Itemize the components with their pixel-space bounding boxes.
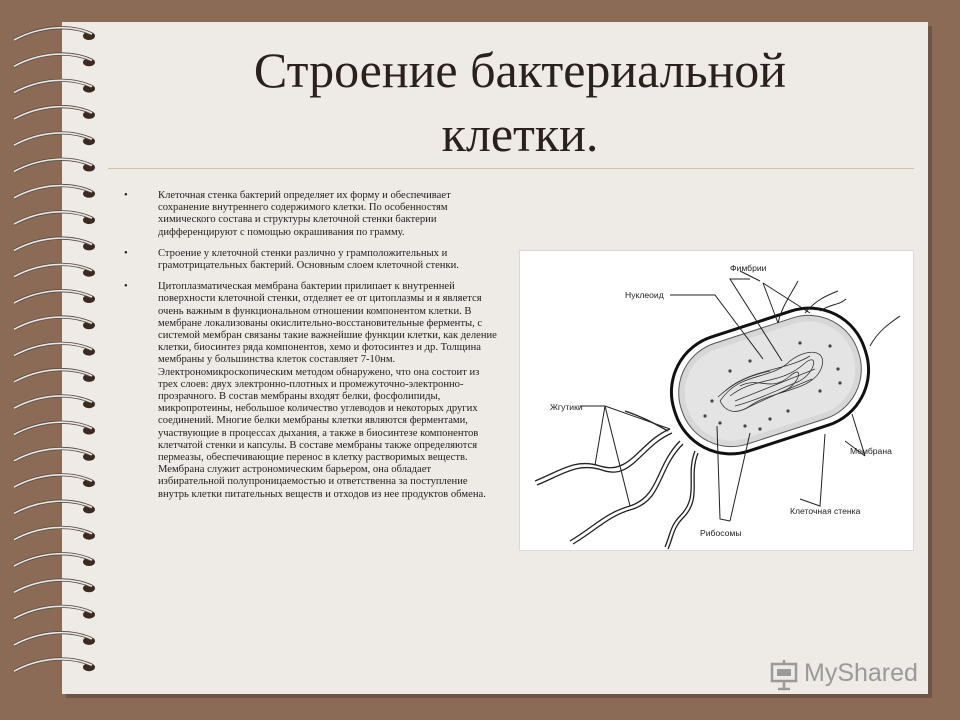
title-divider	[108, 168, 914, 169]
spiral-ring	[14, 291, 95, 303]
spiral-ring	[14, 527, 95, 539]
spiral-ring	[14, 212, 95, 224]
spiral-ring	[14, 633, 95, 645]
bullet-list	[124, 190, 500, 510]
slide-title	[120, 38, 920, 166]
spiral-ring	[14, 107, 95, 119]
spiral-ring	[14, 80, 95, 92]
label-ribosomes: Рибосомы	[700, 528, 742, 538]
spiral-ring	[14, 54, 95, 66]
flagella-drawing	[535, 411, 698, 549]
title-line-1: Строение бактериальной	[253, 42, 787, 98]
presentation-board-icon	[768, 658, 802, 692]
spiral-ring	[14, 28, 95, 40]
spiral-ring	[14, 396, 95, 408]
spiral-ring	[14, 606, 95, 618]
spiral-ring	[14, 422, 95, 434]
label-cell-wall: Клеточная стенка	[790, 506, 861, 516]
bullet-text: Клеточная стенка бактерий определяет их форму и обеспечивает сохранение внутреннего содержимого клетки. По особенностям химического состава и структуры клеточной стенки бактерии дифференцируют с помощью окрашивания по грамму.	[158, 190, 451, 238]
bullet-dot: •	[124, 247, 128, 259]
spiral-ring	[14, 238, 95, 250]
spiral-ring	[14, 449, 95, 461]
label-fimbriae: Фимбрии	[730, 263, 767, 273]
bullet-text: Строение у клеточной стенки различно у грамположительных и грамотрицательных бактерий. Основным слоем клеточной стенки.	[158, 247, 459, 272]
spiral-ring	[14, 159, 95, 171]
label-membrane: Мембрана	[850, 446, 892, 456]
spiral-ring	[14, 343, 95, 355]
watermark	[766, 656, 926, 692]
spiral-ring	[14, 501, 95, 513]
cell-body	[656, 293, 883, 469]
bullet-item	[124, 281, 500, 501]
spiral-ring	[14, 475, 95, 487]
spiral-ring	[14, 317, 95, 329]
spiral-ring	[14, 133, 95, 145]
spiral-ring	[14, 264, 95, 276]
bullet-item	[124, 190, 500, 239]
bullet-dot: •	[124, 190, 128, 201]
spiral-ring	[14, 186, 95, 198]
bacterial-cell-diagram	[519, 250, 914, 551]
label-nucleoid: Нуклеоид	[625, 290, 664, 300]
spiral-ring	[14, 370, 95, 382]
bullet-text: Цитоплазматическая мембрана бактерии прилипает к внутренней поверхности клеточной стенки, отделяет ее от цитоплазмы и я является очень важным в функциональном отношении компонентом клетки. В мембране локализованы окислительно-восстановительные ферменты, с системой мембран связаны такие важнейшие функции клетки, как деление клетки, биосинтез ряда компонентов, хемо и фотосинтез и др. Толщина мембраны у большинства клеток составляет 7-10нм. Электрономикроскопическим методом обнаружено, что она состоит из трех слоев: двух электронно-плотных и промежуточно-электронно-прозрачного. В состав мембраны входят белки, фосфолипиды, микропротеины, небольшое количество углеводов и некоторых других соединений. Многие белки мембраны клетки являются ферментами, участвующие в процессах дыхания, а также в биосинтезе компонентов клетчатой стенки и капсулы. В составе мембраны также определяются пермеазы, обеспечивающие перенос в клетку растворимых веществ. Мембрана служит астрономическим барьером, она обладает избирательной полупроницаемостью и ответственна за поступление внутрь клетки питательных веществ и отходов из нее продуктов обмена.	[158, 281, 497, 500]
bacterial-cell-drawing	[520, 251, 913, 550]
spiral-ring	[14, 580, 95, 592]
bullet-item	[124, 248, 500, 272]
spiral-ring	[14, 554, 95, 566]
spiral-binding	[0, 0, 110, 720]
label-flagella: Жгутики	[550, 402, 583, 412]
bullet-dot: •	[124, 281, 128, 293]
watermark-text: MyShared	[804, 659, 918, 687]
title-line-2: клетки.	[441, 106, 599, 162]
spiral-ring	[14, 659, 95, 671]
